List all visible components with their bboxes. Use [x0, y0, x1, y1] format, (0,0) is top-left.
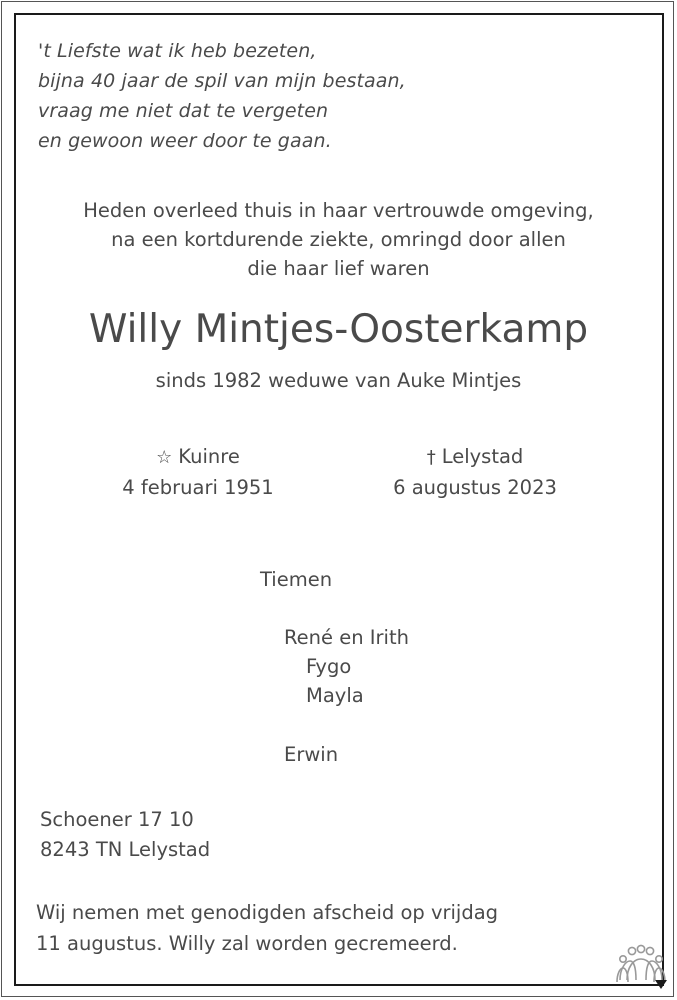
deceased-name: Willy Mintjes-Oosterkamp: [88, 307, 589, 352]
poem-line: bijna 40 jaar de spil van mijn bestaan,: [38, 70, 406, 92]
poem-line: vraag me niet dat te vergeten: [38, 100, 329, 122]
cross-icon: †: [426, 447, 436, 468]
announcement-line: Heden overleed thuis in haar vertrouwde omgeving,: [83, 199, 594, 222]
address-city: 8243 TN Lelystad: [40, 838, 211, 861]
birth-date: 4 februari 1951: [122, 476, 274, 499]
poem: [38, 36, 406, 156]
poem-line: 't Liefste wat ik heb bezeten,: [38, 40, 317, 62]
birth-info: [98, 442, 298, 503]
death-date: 6 augustus 2023: [393, 476, 557, 499]
announcement-line: die haar lief waren: [247, 257, 430, 280]
announcement-line: na een kortdurende ziekte, omringd door allen: [111, 228, 566, 251]
death-place: Lelystad: [441, 445, 524, 468]
family-member: Tiemen: [260, 568, 333, 591]
family-member: Erwin: [284, 743, 339, 766]
announcement-text: [0, 196, 677, 283]
address-street: Schoener 17 10: [40, 808, 194, 831]
grandchild: Fygo: [306, 655, 352, 678]
people-group-logo-icon: [615, 944, 667, 990]
family-member: René en Irith: [284, 626, 409, 649]
poem-line: en gewoon weer door te gaan.: [38, 130, 332, 152]
triangle-down-icon: [655, 980, 667, 989]
grandchild: Mayla: [306, 684, 364, 707]
death-info: [375, 442, 575, 503]
star-icon: ☆: [156, 447, 173, 468]
widow-line: sinds 1982 weduwe van Auke Mintjes: [155, 369, 522, 392]
farewell-line: 11 augustus. Willy zal worden gecremeerd.: [36, 932, 458, 955]
farewell-text: [36, 897, 498, 959]
farewell-line: Wij nemen met genodigden afscheid op vrijdag: [36, 901, 499, 924]
correspondence-address: [40, 805, 210, 865]
birth-place: Kuinre: [178, 445, 240, 468]
